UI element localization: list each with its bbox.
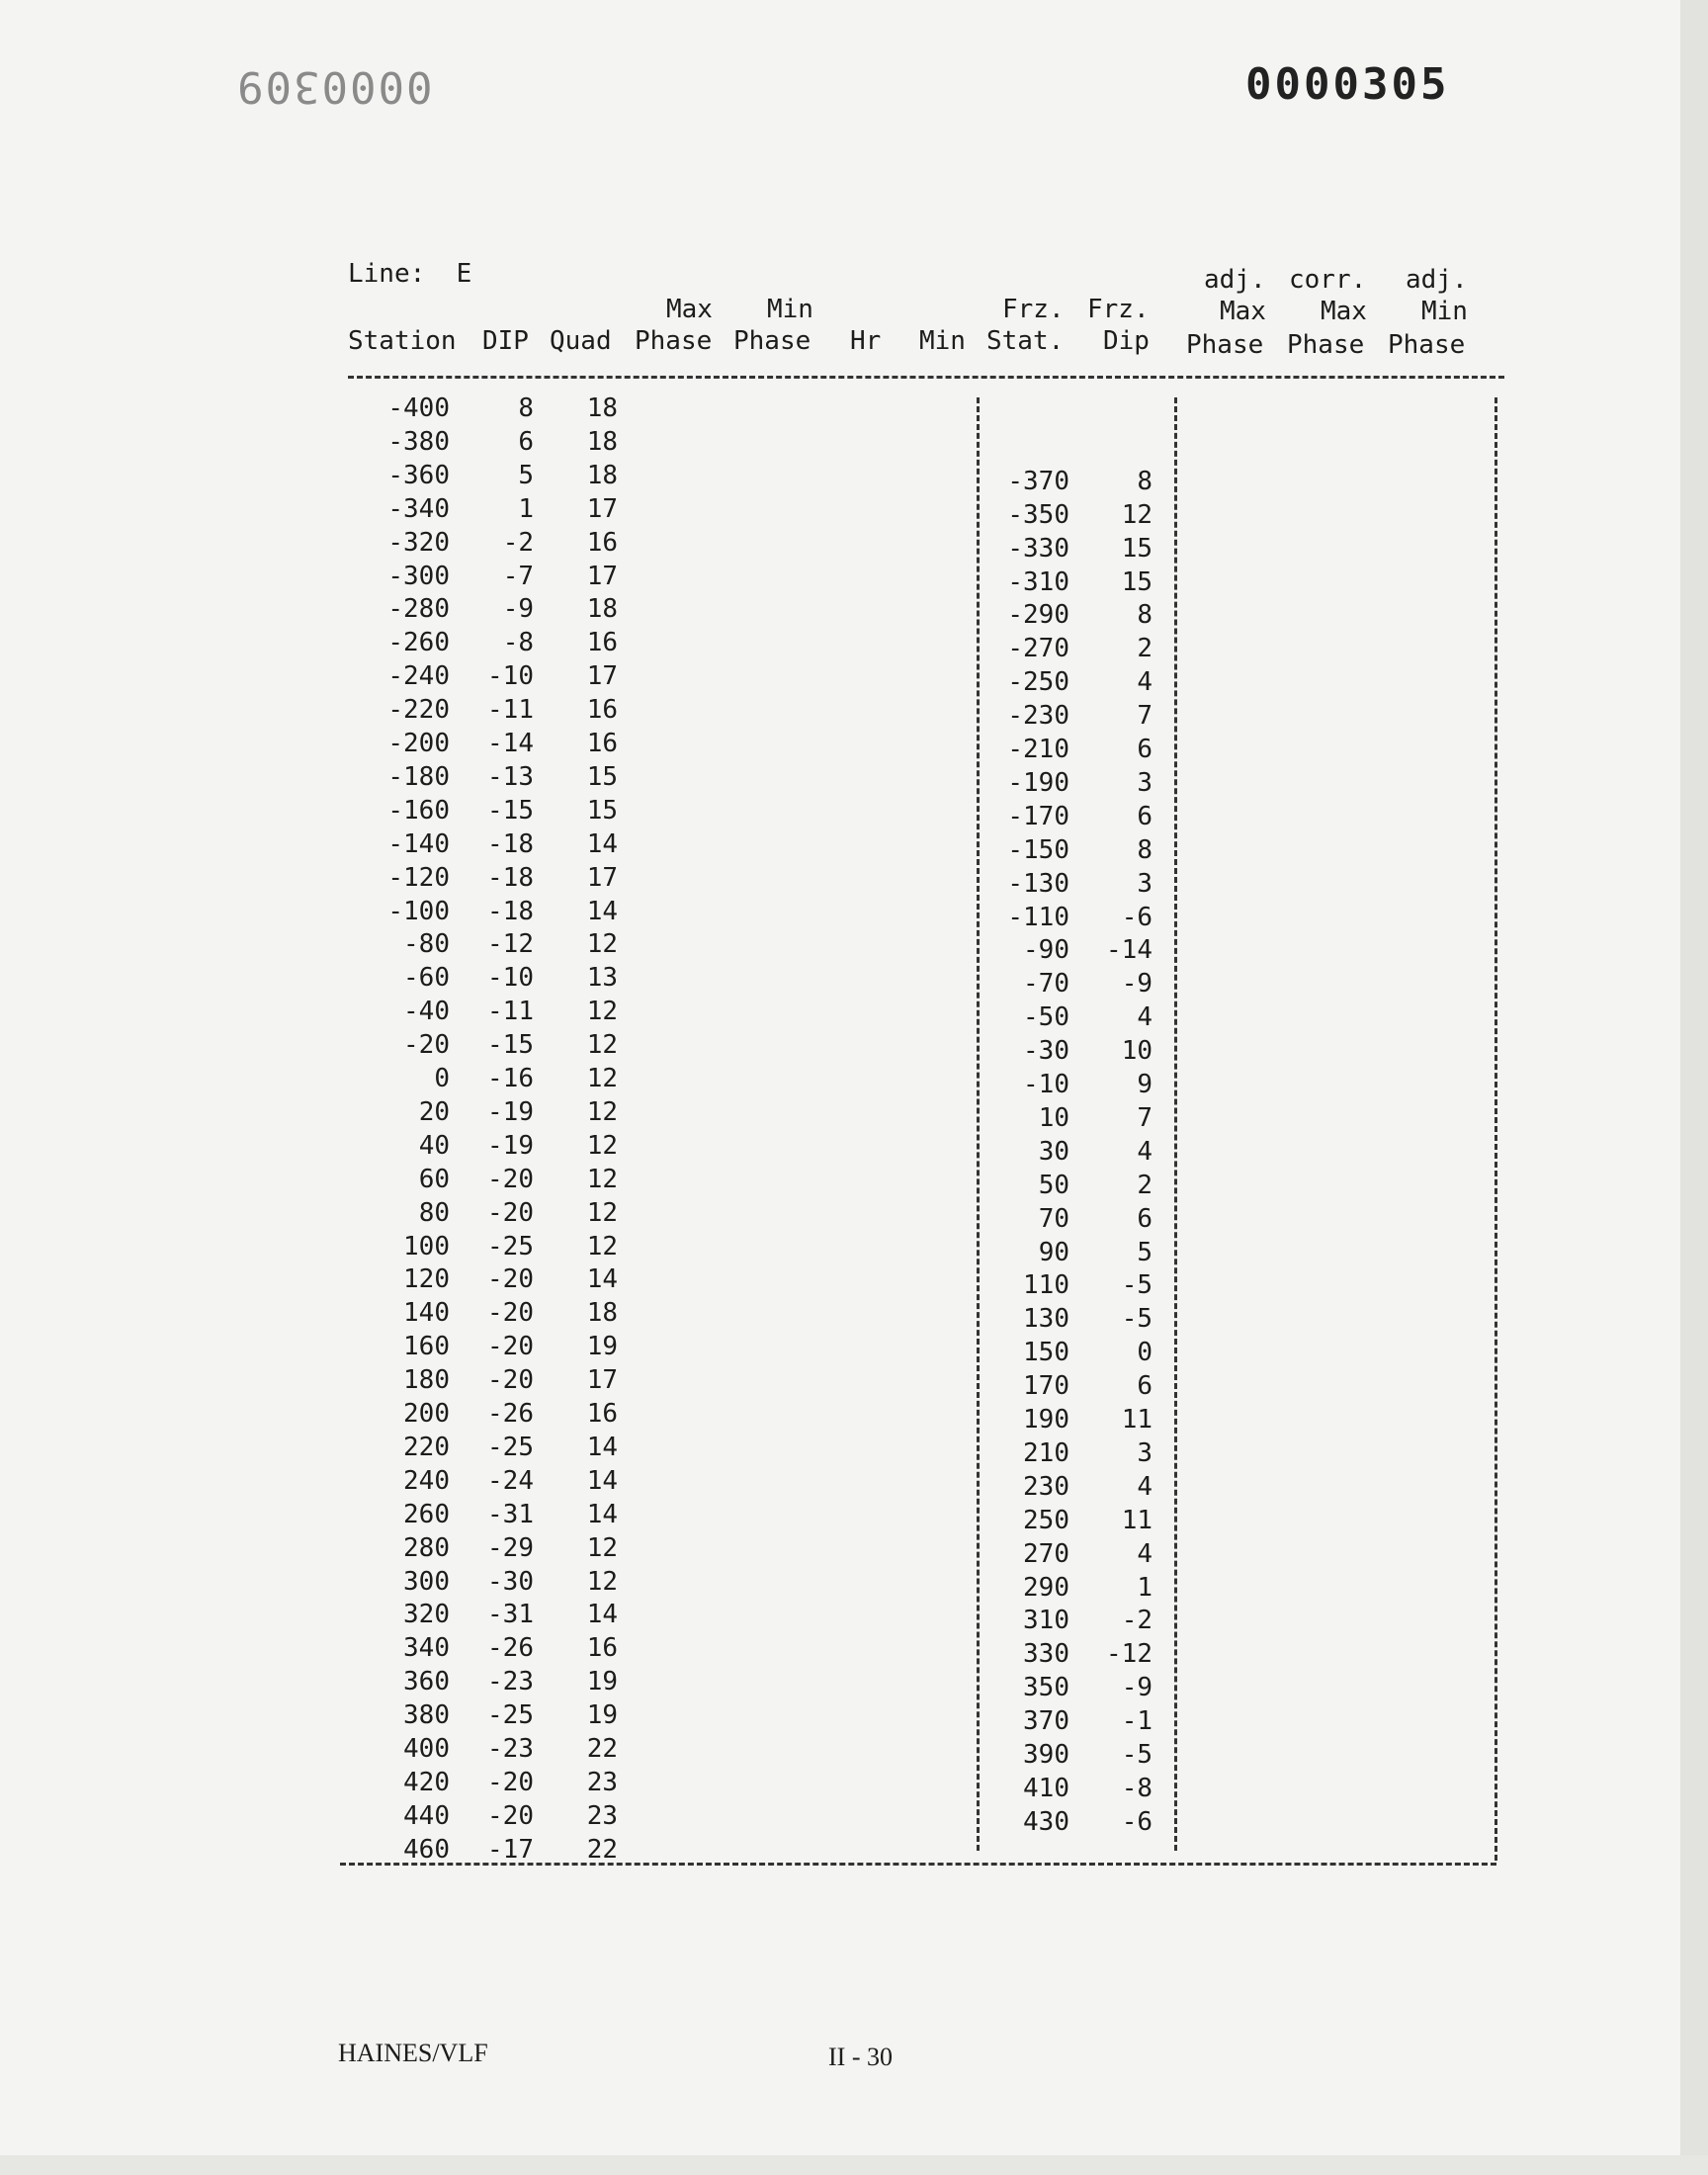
frz-stat-cell: 190	[1023, 1405, 1069, 1435]
frz-dip-cell: 15	[1121, 533, 1153, 564]
header-quad: Quad	[550, 326, 612, 356]
frz-dip-cell: -5	[1121, 1270, 1153, 1301]
quad-cell: 17	[586, 561, 618, 591]
header-max-phase-line1: Max	[666, 295, 713, 324]
dip-cell: -20	[487, 1298, 534, 1329]
quad-cell: 12	[586, 1231, 618, 1262]
quad-cell: 18	[586, 426, 618, 457]
frz-dip-cell: 4	[1137, 1471, 1153, 1502]
frz-stat-cell: 10	[1038, 1102, 1069, 1133]
frz-dip-cell: 12	[1121, 499, 1153, 530]
frz-dip-cell: 6	[1137, 735, 1153, 764]
frz-dip-cell: 11	[1121, 1405, 1153, 1435]
quad-cell: 14	[586, 1465, 618, 1496]
frz-dip-cell: 1	[1137, 1572, 1153, 1603]
dip-cell: -18	[487, 896, 534, 926]
quad-cell: 16	[586, 729, 618, 758]
quad-cell: 14	[586, 1499, 618, 1529]
dip-cell: -12	[487, 929, 534, 960]
station-cell: -320	[387, 527, 450, 558]
station-cell: -200	[387, 729, 450, 758]
dip-cell: -14	[487, 729, 534, 758]
quad-cell: 12	[586, 1566, 618, 1597]
station-cell: 420	[403, 1767, 450, 1797]
quad-cell: 12	[586, 1096, 618, 1127]
header-min: Min	[919, 326, 966, 356]
frz-stat-cell: 390	[1023, 1740, 1069, 1770]
dip-cell: -2	[502, 527, 534, 558]
footer-page-number: II - 30	[828, 2043, 893, 2071]
frz-dip-cell: 6	[1137, 1203, 1153, 1234]
dip-cell: -10	[487, 963, 534, 994]
frz-stat-cell: -70	[1023, 969, 1069, 1000]
frz-stat-cell: -130	[1007, 868, 1069, 899]
dip-cell: -20	[487, 1164, 534, 1194]
quad-cell: 12	[586, 1030, 618, 1061]
frz-dip-cell: -2	[1121, 1606, 1153, 1636]
frz-stat-cell: -90	[1023, 935, 1069, 966]
quad-cell: 18	[586, 393, 618, 423]
station-cell: 80	[418, 1197, 450, 1228]
header-min-phase-line2: Phase	[733, 326, 811, 356]
frz-stat-cell: 330	[1023, 1639, 1069, 1670]
frz-stat-cell: -210	[1007, 735, 1069, 764]
quad-cell: 18	[586, 1298, 618, 1329]
line-label	[348, 259, 471, 289]
frz-stat-cell: -170	[1007, 801, 1069, 831]
frz-dip-cell: 8	[1137, 466, 1153, 496]
quad-cell: 14	[586, 1600, 618, 1630]
frz-dip-cell: 11	[1121, 1505, 1153, 1535]
frz-dip-cell: 9	[1137, 1070, 1153, 1099]
header-adj-min-phase-line2: Min	[1421, 297, 1468, 326]
quad-cell: 19	[586, 1700, 618, 1731]
dip-cell: -16	[487, 1064, 534, 1093]
dip-cell: -18	[487, 828, 534, 859]
dip-cell: -17	[487, 1834, 534, 1865]
quad-cell: 22	[586, 1734, 618, 1764]
frz-stat-cell: 50	[1038, 1170, 1069, 1200]
station-cell: 240	[403, 1465, 450, 1496]
frz-right-divider	[1174, 397, 1177, 1851]
quad-cell: 16	[586, 1633, 618, 1664]
quad-cell: 23	[586, 1767, 618, 1797]
footer-source: HAINES/VLF	[338, 2039, 488, 2067]
quad-cell: 14	[586, 1432, 618, 1462]
dip-cell: -11	[487, 695, 534, 726]
quad-cell: 17	[586, 661, 618, 692]
quad-cell: 12	[586, 1532, 618, 1563]
station-cell: -120	[387, 862, 450, 893]
frz-dip-cell: -9	[1121, 1673, 1153, 1703]
frz-dip-cell: 3	[1137, 868, 1153, 899]
frz-dip-cell: 6	[1137, 801, 1153, 831]
quad-cell: 18	[586, 460, 618, 490]
frz-dip-cell: -8	[1121, 1773, 1153, 1803]
frz-stat-cell: -290	[1007, 600, 1069, 631]
station-cell: 380	[403, 1700, 450, 1731]
frz-stat-cell: 170	[1023, 1371, 1069, 1402]
frz-dip-cell: 10	[1121, 1036, 1153, 1067]
dip-cell: 8	[518, 393, 534, 423]
dip-cell: -30	[487, 1566, 534, 1597]
frz-stat-cell: 210	[1023, 1437, 1069, 1468]
frz-dip-cell: 2	[1137, 1170, 1153, 1200]
frz-dip-cell: 4	[1137, 1002, 1153, 1033]
station-cell: -340	[387, 493, 450, 524]
quad-cell: 17	[586, 1365, 618, 1396]
dip-cell: 5	[518, 460, 534, 490]
quad-cell: 19	[586, 1667, 618, 1697]
frz-stat-cell: 370	[1023, 1706, 1069, 1737]
dip-cell: -31	[487, 1499, 534, 1529]
header-adj-min-phase-line3: Phase	[1388, 330, 1466, 360]
header-adj-max-phase-line2: Max	[1220, 297, 1266, 326]
frz-dip-cell: 8	[1137, 834, 1153, 865]
frz-stat-cell: -230	[1007, 701, 1069, 732]
frz-stat-cell: 30	[1038, 1136, 1069, 1167]
frz-stat-cell: 70	[1038, 1203, 1069, 1234]
header-adj-max-phase-line1: adj.	[1204, 265, 1266, 295]
frz-stat-cell: 430	[1023, 1806, 1069, 1837]
station-cell: -180	[387, 761, 450, 792]
station-cell: 400	[403, 1734, 450, 1764]
dip-cell: -8	[502, 628, 534, 658]
quad-cell: 16	[586, 628, 618, 658]
station-cell: -160	[387, 795, 450, 826]
station-cell: -40	[403, 997, 450, 1027]
frz-stat-cell: -270	[1007, 634, 1069, 664]
line-value: E	[456, 259, 472, 289]
header-corr-max-phase-line2: Max	[1321, 297, 1367, 326]
page-edge-bottom	[0, 2155, 1708, 2175]
page-edge-right	[1680, 0, 1708, 2175]
dip-cell: -26	[487, 1399, 534, 1429]
frz-dip-cell: 2	[1137, 634, 1153, 664]
dip-cell: -29	[487, 1532, 534, 1563]
frz-stat-cell: 270	[1023, 1538, 1069, 1569]
quad-cell: 12	[586, 1197, 618, 1228]
quad-cell: 14	[586, 896, 618, 926]
frz-dip-cell: 5	[1137, 1237, 1153, 1267]
frz-stat-cell: -150	[1007, 834, 1069, 865]
station-cell: -20	[403, 1030, 450, 1061]
station-cell: 180	[403, 1365, 450, 1396]
station-cell: -400	[387, 393, 450, 423]
frz-stat-cell: -10	[1023, 1070, 1069, 1099]
station-cell: 260	[403, 1499, 450, 1529]
station-cell: 440	[403, 1800, 450, 1831]
header-frz-stat-line2: Stat.	[986, 326, 1065, 356]
header-frz-dip-line2: Dip	[1103, 326, 1150, 356]
frz-stat-cell: -350	[1007, 499, 1069, 530]
dip-cell: -19	[487, 1130, 534, 1161]
dip-cell: -25	[487, 1231, 534, 1262]
frz-stat-cell: 410	[1023, 1773, 1069, 1803]
frz-stat-cell: 110	[1023, 1270, 1069, 1301]
frz-dip-cell: -14	[1106, 935, 1153, 966]
frz-stat-cell: -370	[1007, 466, 1069, 496]
quad-cell: 12	[586, 997, 618, 1027]
document-number-stamp: 0000305	[1245, 59, 1450, 110]
frz-dip-cell: -9	[1121, 969, 1153, 1000]
station-cell: -260	[387, 628, 450, 658]
station-cell: -140	[387, 828, 450, 859]
station-cell: -300	[387, 561, 450, 591]
frz-dip-cell: 7	[1137, 701, 1153, 732]
frz-stat-cell: -330	[1007, 533, 1069, 564]
station-cell: 220	[403, 1432, 450, 1462]
dip-cell: -20	[487, 1264, 534, 1295]
frz-stat-cell: -50	[1023, 1002, 1069, 1033]
frz-stat-cell: -250	[1007, 667, 1069, 698]
quad-cell: 12	[586, 1164, 618, 1194]
frz-dip-cell: 4	[1137, 1136, 1153, 1167]
station-cell: 140	[403, 1298, 450, 1329]
dip-cell: -20	[487, 1767, 534, 1797]
dip-cell: -20	[487, 1332, 534, 1362]
header-frz-stat-line1: Frz.	[1002, 295, 1065, 324]
station-cell: 320	[403, 1600, 450, 1630]
frz-dip-cell: 3	[1137, 1437, 1153, 1468]
table-right-divider	[1494, 397, 1497, 1861]
frz-stat-cell: 290	[1023, 1572, 1069, 1603]
station-cell: 60	[418, 1164, 450, 1194]
frz-dip-cell: 8	[1137, 600, 1153, 631]
dip-cell: -9	[502, 594, 534, 625]
dip-cell: -13	[487, 761, 534, 792]
frz-dip-cell: 7	[1137, 1102, 1153, 1133]
station-cell: -380	[387, 426, 450, 457]
frz-stat-cell: -110	[1007, 902, 1069, 932]
dip-cell: -31	[487, 1600, 534, 1630]
frz-stat-cell: 130	[1023, 1304, 1069, 1335]
quad-cell: 12	[586, 929, 618, 960]
frz-dip-cell: -1	[1121, 1706, 1153, 1737]
station-cell: -240	[387, 661, 450, 692]
quad-cell: 12	[586, 1064, 618, 1093]
station-cell: 160	[403, 1332, 450, 1362]
frz-stat-cell: 350	[1023, 1673, 1069, 1703]
quad-cell: 14	[586, 1264, 618, 1295]
header-min-phase-line1: Min	[767, 295, 813, 324]
quad-cell: 12	[586, 1130, 618, 1161]
dip-cell: -15	[487, 795, 534, 826]
quad-cell: 22	[586, 1834, 618, 1865]
frz-dip-cell: 6	[1137, 1371, 1153, 1402]
quad-cell: 17	[586, 493, 618, 524]
quad-cell: 15	[586, 795, 618, 826]
quad-cell: 19	[586, 1332, 618, 1362]
dip-cell: 6	[518, 426, 534, 457]
dip-cell: -24	[487, 1465, 534, 1496]
dip-cell: -20	[487, 1800, 534, 1831]
document-number-stamp-inverted: 0000309	[235, 61, 433, 112]
header-rule	[348, 376, 1504, 379]
dip-cell: -25	[487, 1700, 534, 1731]
frz-dip-cell: 15	[1121, 566, 1153, 597]
frz-stat-cell: 230	[1023, 1471, 1069, 1502]
frz-dip-cell: 4	[1137, 667, 1153, 698]
frz-stat-cell: 150	[1023, 1338, 1069, 1368]
quad-cell: 14	[586, 828, 618, 859]
dip-cell: -10	[487, 661, 534, 692]
dip-cell: -20	[487, 1365, 534, 1396]
station-cell: 340	[403, 1633, 450, 1664]
quad-cell: 17	[586, 862, 618, 893]
dip-cell: -20	[487, 1197, 534, 1228]
quad-cell: 13	[586, 963, 618, 994]
quad-cell: 16	[586, 695, 618, 726]
quad-cell: 23	[586, 1800, 618, 1831]
station-cell: 360	[403, 1667, 450, 1697]
station-cell: 460	[403, 1834, 450, 1865]
frz-stat-cell: 310	[1023, 1606, 1069, 1636]
station-cell: 300	[403, 1566, 450, 1597]
dip-cell: -19	[487, 1096, 534, 1127]
dip-cell: -26	[487, 1633, 534, 1664]
dip-cell: -25	[487, 1432, 534, 1462]
frz-stat-cell: -310	[1007, 566, 1069, 597]
dip-cell: -15	[487, 1030, 534, 1061]
header-frz-dip-line1: Frz.	[1087, 295, 1150, 324]
header-corr-max-phase-line3: Phase	[1287, 330, 1365, 360]
frz-dip-cell: -12	[1106, 1639, 1153, 1670]
station-cell: 280	[403, 1532, 450, 1563]
station-cell: 40	[418, 1130, 450, 1161]
frz-dip-cell: 0	[1137, 1338, 1153, 1368]
station-cell: -100	[387, 896, 450, 926]
dip-cell: -23	[487, 1734, 534, 1764]
dip-cell: -23	[487, 1667, 534, 1697]
frz-dip-cell: 4	[1137, 1538, 1153, 1569]
header-adj-min-phase-line1: adj.	[1406, 265, 1468, 295]
station-cell: -220	[387, 695, 450, 726]
station-cell: 100	[403, 1231, 450, 1262]
frz-stat-cell: 250	[1023, 1505, 1069, 1535]
line-label-text: Line:	[348, 259, 426, 289]
station-cell: -80	[403, 929, 450, 960]
quad-cell: 15	[586, 761, 618, 792]
header-dip: DIP	[482, 326, 529, 356]
quad-cell: 16	[586, 1399, 618, 1429]
quad-cell: 16	[586, 527, 618, 558]
dip-cell: -7	[502, 561, 534, 591]
quad-cell: 18	[586, 594, 618, 625]
station-cell: -60	[403, 963, 450, 994]
frz-dip-cell: -6	[1121, 1806, 1153, 1837]
header-adj-max-phase-line3: Phase	[1186, 330, 1264, 360]
frz-dip-cell: -5	[1121, 1740, 1153, 1770]
header-corr-max-phase-line1: corr.	[1289, 265, 1367, 295]
station-cell: -280	[387, 594, 450, 625]
station-cell: 0	[434, 1064, 450, 1093]
frz-stat-cell: -190	[1007, 767, 1069, 798]
dip-cell: -11	[487, 997, 534, 1027]
frz-left-divider	[977, 397, 980, 1851]
station-cell: -360	[387, 460, 450, 490]
frz-dip-cell: -5	[1121, 1304, 1153, 1335]
frz-dip-cell: 3	[1137, 767, 1153, 798]
station-cell: 20	[418, 1096, 450, 1127]
header-hr: Hr	[850, 326, 882, 356]
header-max-phase-line2: Phase	[635, 326, 713, 356]
frz-dip-cell: -6	[1121, 902, 1153, 932]
dip-cell: 1	[518, 493, 534, 524]
header-station: Station	[348, 326, 457, 356]
dip-cell: -18	[487, 862, 534, 893]
frz-stat-cell: -30	[1023, 1036, 1069, 1067]
station-cell: 120	[403, 1264, 450, 1295]
station-cell: 200	[403, 1399, 450, 1429]
frz-stat-cell: 90	[1038, 1237, 1069, 1267]
